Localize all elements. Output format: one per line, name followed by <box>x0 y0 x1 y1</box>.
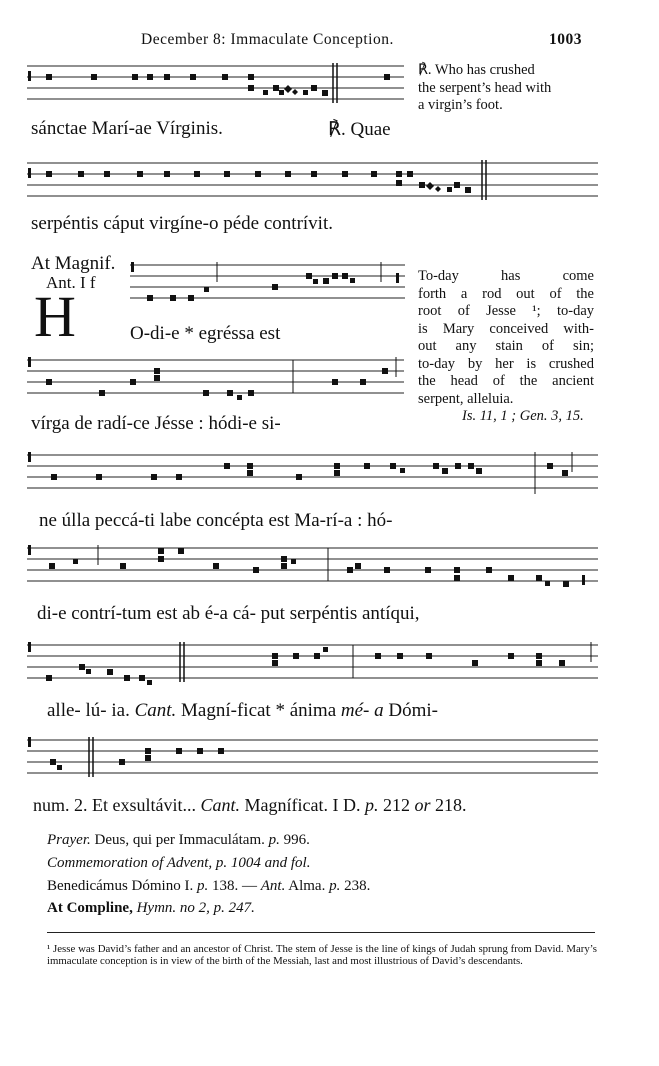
lyrics-p: p. <box>364 795 379 815</box>
lyrics-line-1-response: ℟. Quae <box>328 119 391 140</box>
lyrics-magnificat: Magní-ficat * ánima <box>181 700 337 721</box>
lyrics-or: or <box>414 795 431 815</box>
antiphon-translation: To-day has come forth a rod out of the root of Jesse ¹; to-day is Mary conceived with- out any stain of sin; to-day by her is crushed the head of the ancient serpent, alleluia. <box>418 268 594 407</box>
compline-label: At Compline, <box>47 900 133 916</box>
prayer-p: p. <box>268 832 280 848</box>
staff-2 <box>27 160 598 205</box>
lyrics-line-7 <box>47 700 438 722</box>
benedicamus-p: p. <box>196 878 209 894</box>
staff-6 <box>27 545 598 590</box>
antiphon-mode: Ant. I f <box>46 273 96 292</box>
lyrics-alleluia: alle- lú- ia. <box>47 700 130 721</box>
prayer-text: Deus, qui per Immaculátam. <box>94 832 265 848</box>
benedicamus-line <box>47 876 370 896</box>
lyrics-line-1: sánctae Marí-ae Vírginis. <box>31 118 223 139</box>
lyrics-line-5: ne úlla peccá-ti labe concépta est Ma-rí-a : hó- <box>39 510 393 531</box>
prayer-page: 996. <box>283 832 310 848</box>
footnote-divider <box>47 932 595 933</box>
cant-label-2: Cant. <box>200 795 240 815</box>
staff-1 <box>27 63 404 108</box>
benedicamus-alma: Alma. <box>288 878 326 894</box>
compline-text: Hymn. no 2, p. 247. <box>136 900 255 916</box>
benedicamus-ant: Ant. <box>260 878 286 894</box>
staff-7 <box>27 642 598 687</box>
lyrics-num: num. 2. Et exsultávit... <box>33 795 196 815</box>
staff-3 <box>130 262 405 307</box>
lyrics-mea: mé- a <box>340 700 384 721</box>
cant-label: Cant. <box>134 700 177 721</box>
antiphon-label: At Magnif. <box>31 253 116 274</box>
staff-4 <box>27 357 404 402</box>
response-translation: ℟. Who has crushed the serpent’s head with a virgin’s foot. <box>418 62 552 113</box>
scripture-reference: Is. 11, 1 ; Gen. 3, 15. <box>462 408 584 424</box>
compline-line <box>47 898 255 918</box>
benedicamus-page2: 238. <box>344 878 371 894</box>
benedicamus-p2: p. <box>329 878 341 894</box>
commemoration-line: Commemoration of Advent, p. 1004 and fol. <box>47 855 311 871</box>
benedicamus-page: 138. — <box>211 878 257 894</box>
lyrics-line-6: di-e contrí-tum est ab é-a cá- put serpéntis antíqui, <box>37 603 420 624</box>
lyrics-line-3: O-di-e * egréssa est <box>130 323 281 344</box>
lyrics-magnificat-ref: Magníficat. I D. <box>244 795 361 815</box>
lyrics-line-2: serpéntis cáput virgíne-o péde contrívit. <box>31 213 333 234</box>
prayer-label: Prayer. <box>47 832 91 848</box>
benedicamus-text: Benedicámus Dómino I. <box>47 878 194 894</box>
lyrics-line-4: vírga de radí-ce Jésse : hódi-e si- <box>31 413 281 434</box>
lyrics-page-b: 218. <box>434 795 467 815</box>
footnote: ¹ Jesse was David’s father and an ancestor of Christ. The stem of Jesse is the line of kings of Judah sprung from David. Mary’s immaculate conception is in view of the birth of the Messiah, last and most illustrious of David’s descendants. <box>47 943 597 967</box>
lyrics-page-a: 212 <box>382 795 410 815</box>
drop-cap-initial: H <box>34 284 76 349</box>
lyrics-domi: Dómi- <box>388 700 438 721</box>
prayer-line <box>47 830 310 850</box>
running-header: December 8: Immaculate Conception. <box>141 31 394 48</box>
page-number: 1003 <box>549 31 582 48</box>
staff-5 <box>27 452 598 497</box>
staff-8 <box>27 737 598 782</box>
lyrics-line-8 <box>33 795 466 816</box>
